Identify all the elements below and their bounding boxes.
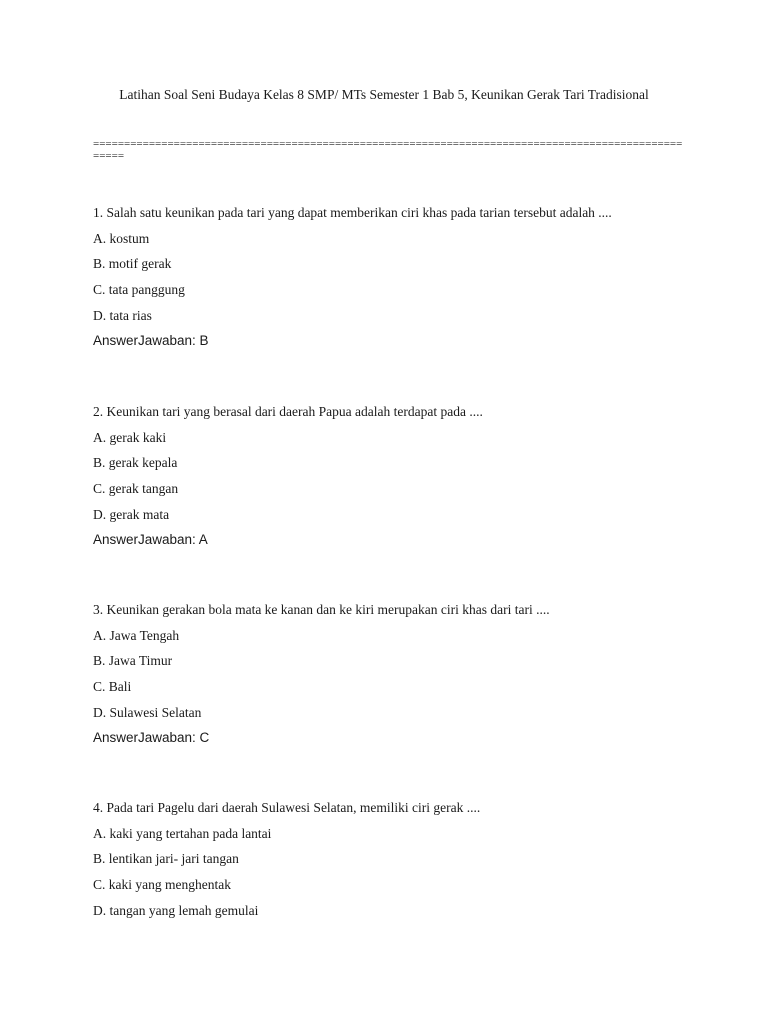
- option-b: B. lentikan jari- jari tangan: [93, 851, 239, 867]
- option-d: D. gerak mata: [93, 506, 170, 522]
- divider-line: ====================================================================================================: [93, 138, 683, 162]
- option-d: D. tata rias: [93, 307, 152, 323]
- answer-key: AnswerJawaban: B: [93, 333, 209, 349]
- option-c: C. Bali: [93, 679, 132, 695]
- option-a: A. gerak kaki: [93, 429, 167, 445]
- answer-key: AnswerJawaban: A: [93, 532, 208, 548]
- option-b: B. gerak kepala: [93, 455, 178, 471]
- option-b: B. Jawa Timur: [93, 653, 173, 669]
- option-c: C. kaki yang menghentak: [93, 877, 231, 893]
- answer-key: AnswerJawaban: C: [93, 730, 210, 746]
- option-d: D. tangan yang lemah gemulai: [93, 902, 259, 918]
- option-a: A. kaki yang tertahan pada lantai: [93, 825, 272, 841]
- question-text: 1. Salah satu keunikan pada tari yang dapat memberikan ciri khas pada tarian tersebut adalah ....: [93, 205, 612, 220]
- option-a: A. kostum: [93, 230, 150, 246]
- document-title: Latihan Soal Seni Budaya Kelas 8 SMP/ MTs Semester 1 Bab 5, Keunikan Gerak Tari Tradisional: [119, 87, 649, 102]
- question-text: 4. Pada tari Pagelu dari daerah Sulawesi Selatan, memiliki ciri gerak ....: [93, 800, 481, 815]
- question-4: [93, 799, 733, 927]
- option-c: C. gerak tangan: [93, 481, 179, 497]
- question-text: 2. Keunikan tari yang berasal dari daerah Papua adalah terdapat pada ....: [93, 404, 483, 419]
- question-2: [93, 403, 733, 557]
- option-d: D. Sulawesi Selatan: [93, 704, 202, 720]
- question-3: [93, 601, 733, 755]
- option-b: B. motif gerak: [93, 256, 172, 272]
- option-c: C. tata panggung: [93, 282, 185, 298]
- option-a: A. Jawa Tengah: [93, 627, 180, 643]
- question-text: 3. Keunikan gerakan bola mata ke kanan dan ke kiri merupakan ciri khas dari tari ....: [93, 602, 550, 617]
- question-1: [93, 204, 733, 358]
